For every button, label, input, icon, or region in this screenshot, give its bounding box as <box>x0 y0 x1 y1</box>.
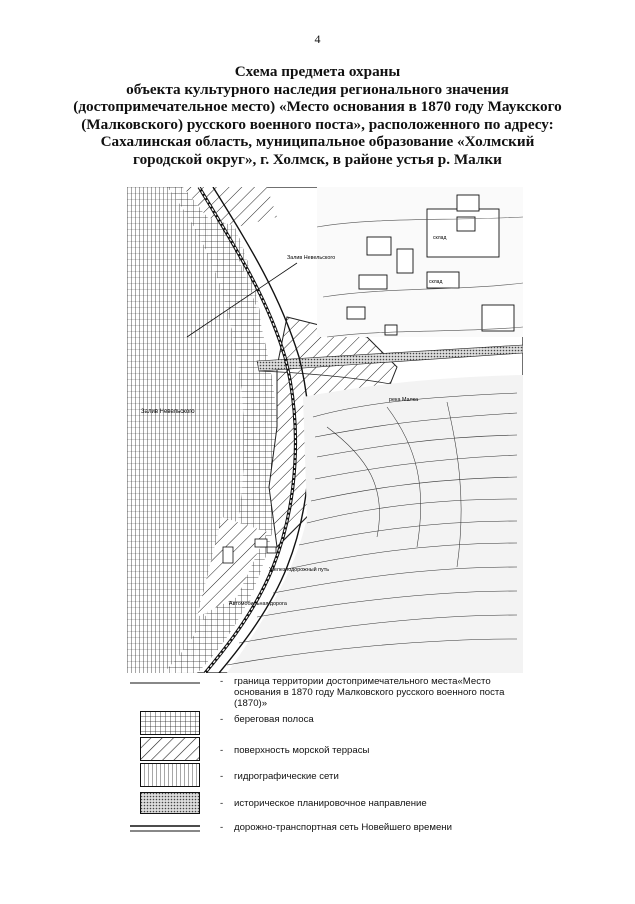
site-map <box>127 187 523 673</box>
title-line: объекта культурного наследия регионального значения <box>126 80 509 98</box>
legend-text: историческое планировочное направление <box>234 798 427 809</box>
title-line: Схема предмета охраны <box>234 63 401 80</box>
double-line-icon <box>130 824 200 834</box>
dotted-fill-icon <box>140 792 200 814</box>
label-building-a: склад <box>433 235 447 241</box>
legend-dash: - <box>220 745 224 756</box>
label-building-b: склад <box>429 279 443 285</box>
grid-hatch-icon <box>140 711 200 735</box>
label-road: Автомобильная дорога <box>229 601 287 607</box>
legend-text: гидрографические сети <box>234 771 339 782</box>
label-bay-west: Залив Невельского <box>141 409 195 415</box>
legend-dash: - <box>220 798 224 809</box>
legend-dash: - <box>220 771 224 782</box>
boundary-line-icon <box>130 680 200 686</box>
label-bay-north: Залив Невельского <box>287 255 336 261</box>
legend-text: поверхность морской террасы <box>234 745 370 756</box>
legend-dash: - <box>220 822 224 833</box>
title-line: городской округ», г. Холмск, в районе устья р. Малки <box>133 150 502 168</box>
legend-text: граница территории достопримечательного места«Место основания в 1870 году Малковского русского военного поста (1870)» <box>234 676 505 709</box>
document-title <box>60 63 575 169</box>
legend-dash: - <box>220 676 224 687</box>
label-river: река Малка <box>389 397 419 403</box>
legend-text: береговая полоса <box>234 714 314 725</box>
legend-dash: - <box>220 714 224 725</box>
legend-text: дорожно-транспортная сеть Новейшего времени <box>234 822 452 833</box>
vertical-hatch-icon <box>140 763 200 787</box>
page-number: 4 <box>314 32 321 46</box>
title-line: (Малковского) русского военного поста», расположенного по адресу: <box>81 115 554 133</box>
title-line: (достопримечательное место) «Место основания в 1870 году Маукского <box>73 98 562 116</box>
diagonal-hatch-icon <box>140 737 200 761</box>
title-line: Сахалинская область, муниципальное образование «Холмский <box>100 133 535 151</box>
label-railway: Железнодорожный путь <box>269 567 330 573</box>
